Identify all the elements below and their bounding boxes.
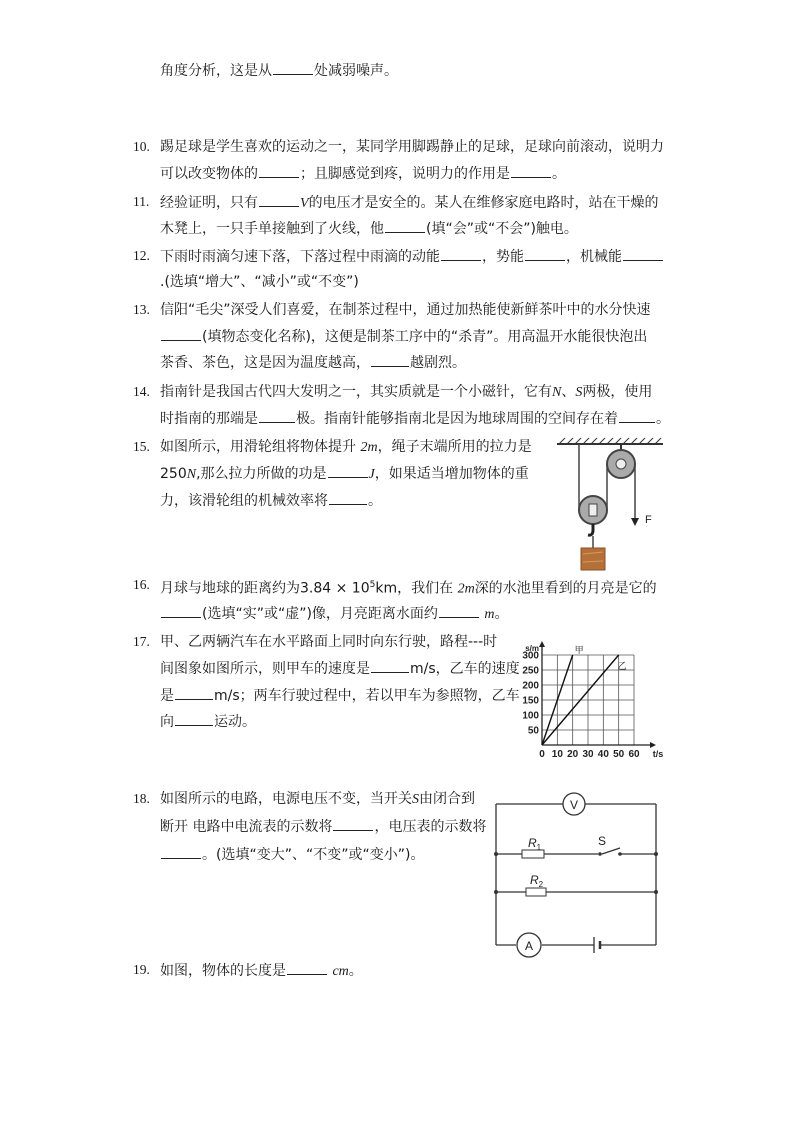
q11-blank-1[interactable] xyxy=(259,192,299,207)
q14-blank-2[interactable] xyxy=(619,408,655,423)
q11-line2: 木凳上，一只手单接触到了火线，他 (填“会”或“不会”)触电。 xyxy=(160,218,578,239)
x-tick-label: 50 xyxy=(613,749,625,760)
q16-blank-2[interactable] xyxy=(439,603,479,618)
q17-line1: 甲、乙两辆汽车在水平路面上同时向东行驶，路程---时 xyxy=(160,634,498,650)
q12-line2: .(选填“增大”、“减小”或“不变”) xyxy=(160,274,359,290)
y-tick-label: 100 xyxy=(522,710,539,722)
y-tick-label: 200 xyxy=(522,680,539,692)
q15-line1: 如图所示，用滑轮组将物体提升 2m，绳子末端所用的拉力是 xyxy=(160,439,532,455)
q17-blank-3[interactable] xyxy=(175,711,213,726)
q13-blank-2[interactable] xyxy=(371,352,409,367)
q11-number: 11. xyxy=(133,194,150,209)
q10-blank-1[interactable] xyxy=(259,163,299,178)
q14-blank-1[interactable] xyxy=(259,408,295,423)
x-tick-label: 20 xyxy=(567,749,579,760)
q12-blank-1[interactable] xyxy=(441,246,481,261)
x-axis-arrow xyxy=(650,742,656,748)
q16-number: 16. xyxy=(133,577,150,592)
q9-line1: 角度分析，这是从 处减弱噪声。 xyxy=(160,60,398,81)
resistor-r2 xyxy=(526,888,546,896)
q14-line2: 时指南的那端是 极。指南针能够指南北是因为地球周围的空间存在着 。 xyxy=(160,408,670,429)
circuit-diagram xyxy=(490,790,665,955)
y-axis-arrow xyxy=(539,641,545,647)
x-axis-label: t/s xyxy=(652,749,664,759)
y-axis-label: s/m xyxy=(525,644,539,653)
q16-blank-1[interactable] xyxy=(161,603,201,618)
q18-blank-2[interactable] xyxy=(161,844,201,859)
q16-line2: (选填“实”或“虚”)像，月亮距离水面约 m。 xyxy=(160,603,509,625)
q17-blank-2[interactable] xyxy=(175,685,213,700)
switch-s xyxy=(598,852,602,856)
q10-line1: 踢足球是学生喜欢的运动之一，某同学用脚踢静止的足球，足球向前滚动，说明力 xyxy=(160,139,664,155)
q19-line1: 如图，物体的长度是 cm。 xyxy=(160,960,363,982)
q11-blank-2[interactable] xyxy=(385,218,425,233)
q15-number: 15. xyxy=(133,439,150,454)
x-tick-label: 60 xyxy=(628,749,640,760)
force-arrow xyxy=(631,518,639,526)
series-label: 乙 xyxy=(617,661,627,671)
q18-blank-1[interactable] xyxy=(333,816,373,831)
q16-line1: 月球与地球的距离约为$3.84 \times 10^5km$，我们在 2m深的水池里看到的月亮是它的 xyxy=(160,580,657,597)
ammeter-label: A xyxy=(524,939,534,953)
x-tick-label: 40 xyxy=(597,749,609,760)
q13-blank-1[interactable] xyxy=(161,326,201,341)
q15-blank-1[interactable] xyxy=(328,463,368,478)
q15-blank-2[interactable] xyxy=(329,490,367,505)
q11-line1: 经验证明，只有 V的电压才是安全的。某人在维修家庭电路时，站在干燥的 xyxy=(160,192,659,214)
q18-line3: 。(选填“变大”、“不变”或“变小”)。 xyxy=(160,844,424,865)
y-tick-label: 50 xyxy=(527,725,539,737)
q19-blank-1[interactable] xyxy=(287,960,327,975)
weight-block xyxy=(581,548,605,570)
chart-axes xyxy=(539,641,656,748)
q12-number: 12. xyxy=(133,248,150,263)
hook xyxy=(588,524,593,535)
force-label: F xyxy=(645,514,652,526)
q9-blank-1[interactable] xyxy=(273,60,313,75)
q14-line1: 指南针是我国古代四大发明之一，其实质就是一个小磁针，它有N、S两极，使用 xyxy=(160,384,653,400)
q17-line3: 是 m/s；两车行驶过程中，若以甲车为参照物，乙车 xyxy=(160,685,520,706)
x-tick-label: 30 xyxy=(582,749,594,760)
q19-number: 19. xyxy=(133,962,150,977)
q10-line2: 可以改变物体的 ；且脚感觉到疼，说明力的作用是 。 xyxy=(160,163,566,184)
r2-label: $R_2$ xyxy=(530,873,544,889)
q12-blank-3[interactable] xyxy=(623,246,663,261)
q17-blank-1[interactable] xyxy=(371,658,409,673)
y-tick-label: 250 xyxy=(522,665,539,677)
ceiling-hatch xyxy=(557,438,663,444)
q18-line2: 断开 电路中电流表的示数将 ，电压表的示数将 xyxy=(160,816,486,837)
q15-line3: 力，该滑轮组的机械效率将 。 xyxy=(160,490,382,511)
voltmeter-label: V xyxy=(569,798,579,812)
q10-blank-2[interactable] xyxy=(511,163,551,178)
x-tick-label: 10 xyxy=(551,749,563,760)
q17-number: 17. xyxy=(133,634,150,649)
x-tick-label: 0 xyxy=(539,749,545,760)
q17-line4: 向 运动。 xyxy=(160,711,256,732)
y-tick-label: 150 xyxy=(522,695,539,707)
q13-line1: 信阳“毛尖”深受人们喜爱，在制茶过程中，通过加热能使新鲜茶叶中的水分快速 xyxy=(160,302,651,318)
pulley-figure xyxy=(555,434,665,574)
q17-line2: 间图象如图所示，则甲车的速度是 m/s，乙车的速度 xyxy=(160,658,520,679)
q15-line2: 250N,那么拉力所做的功是 J，如果适当增加物体的重 xyxy=(160,463,529,485)
distance-time-chart xyxy=(512,635,662,765)
y-tick-label: 300 xyxy=(522,650,539,662)
r1-label: $R_1$ xyxy=(528,836,542,852)
q13-line3: 茶香、茶色，这是因为温度越高， 越剧烈。 xyxy=(160,352,466,373)
q18-line1: 如图所示的电路，电源电压不变，当开关S由闭合到 xyxy=(160,791,475,807)
q12-blank-2[interactable] xyxy=(525,246,565,261)
q18-number: 18. xyxy=(133,791,150,806)
q14-number: 14. xyxy=(133,384,150,399)
switch-label: S xyxy=(598,834,607,848)
series-label: 甲 xyxy=(574,645,584,655)
q13-line2: (填物态变化名称)，这便是制茶工序中的“杀青”。用高温开水能很快泡出 xyxy=(160,326,647,347)
q13-number: 13. xyxy=(133,302,150,317)
q10-number: 10. xyxy=(133,139,150,154)
q12-line1: 下雨时雨滴匀速下落，下落过程中雨滴的动能 ，势能 ，机械能 xyxy=(160,246,664,267)
